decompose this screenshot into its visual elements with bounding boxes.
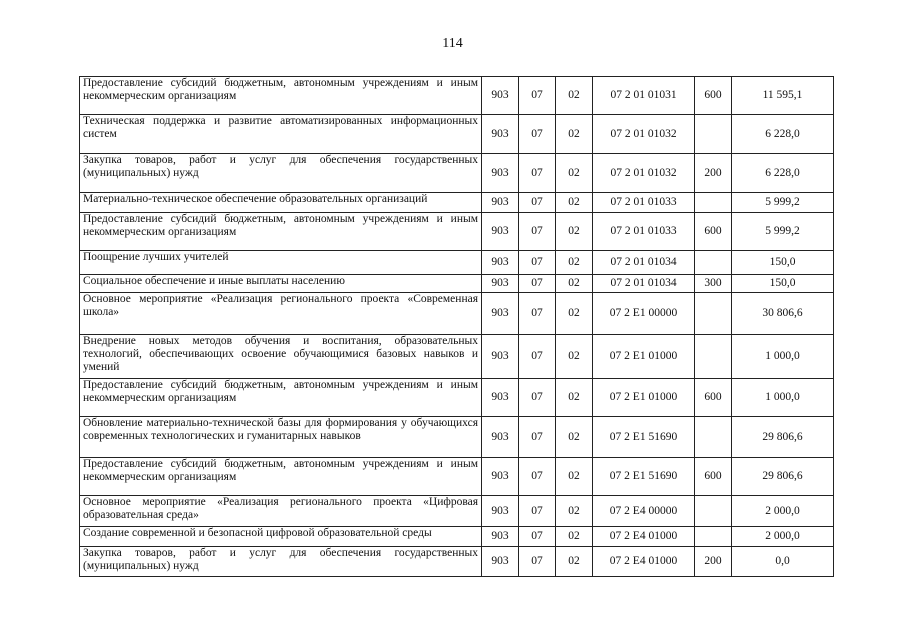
table-row [80, 335, 834, 379]
subsection-code: 02 [556, 293, 593, 335]
budget-table-body [80, 77, 834, 577]
target-article-code: 07 2 E1 01000 [593, 335, 695, 379]
section-code: 07 [519, 154, 556, 193]
target-article-code: 07 2 E4 00000 [593, 496, 695, 527]
table-row [80, 379, 834, 417]
section-code: 07 [519, 77, 556, 115]
expense-type-code: 600 [695, 77, 732, 115]
table-row [80, 115, 834, 154]
ministry-code: 903 [482, 154, 519, 193]
section-code: 07 [519, 193, 556, 213]
section-code: 07 [519, 335, 556, 379]
subsection-code: 02 [556, 417, 593, 458]
amount-value: 1 000,0 [732, 335, 834, 379]
ministry-code: 903 [482, 417, 519, 458]
expense-type-code [695, 417, 732, 458]
table-row [80, 496, 834, 527]
section-code: 07 [519, 547, 556, 577]
amount-value: 1 000,0 [732, 379, 834, 417]
amount-value: 6 228,0 [732, 115, 834, 154]
section-code: 07 [519, 115, 556, 154]
expense-type-code [695, 335, 732, 379]
row-description: Предоставление субсидий бюджетным, автономным учреждениям и иным некоммерческим организациям [80, 77, 482, 115]
target-article-code: 07 2 E1 00000 [593, 293, 695, 335]
subsection-code: 02 [556, 251, 593, 275]
expense-type-code [695, 193, 732, 213]
amount-value: 150,0 [732, 275, 834, 293]
section-code: 07 [519, 458, 556, 496]
table-row [80, 527, 834, 547]
ministry-code: 903 [482, 547, 519, 577]
table-row [80, 154, 834, 193]
section-code: 07 [519, 496, 556, 527]
expense-type-code: 600 [695, 213, 732, 251]
expense-type-code: 200 [695, 154, 732, 193]
row-description: Обновление материально-технической базы для формирования у обучающихся современных технологических и гуманитарных навыков [80, 417, 482, 458]
table-row [80, 293, 834, 335]
expense-type-code [695, 496, 732, 527]
subsection-code: 02 [556, 335, 593, 379]
subsection-code: 02 [556, 154, 593, 193]
row-description: Предоставление субсидий бюджетным, автономным учреждениям и иным некоммерческим организациям [80, 458, 482, 496]
table-row [80, 458, 834, 496]
subsection-code: 02 [556, 213, 593, 251]
row-description: Создание современной и безопасной цифровой образовательной среды [80, 527, 482, 547]
target-article-code: 07 2 E1 01000 [593, 379, 695, 417]
expense-type-code [695, 115, 732, 154]
table-row [80, 251, 834, 275]
section-code: 07 [519, 293, 556, 335]
amount-value: 11 595,1 [732, 77, 834, 115]
subsection-code: 02 [556, 275, 593, 293]
ministry-code: 903 [482, 379, 519, 417]
section-code: 07 [519, 417, 556, 458]
target-article-code: 07 2 01 01032 [593, 154, 695, 193]
section-code: 07 [519, 379, 556, 417]
ministry-code: 903 [482, 335, 519, 379]
amount-value: 6 228,0 [732, 154, 834, 193]
row-description: Внедрение новых методов обучения и воспитания, образовательных технологий, обеспечивающих освоение обучающимися базовых навыков и умений [80, 335, 482, 379]
row-description: Поощрение лучших учителей [80, 251, 482, 275]
target-article-code: 07 2 01 01033 [593, 193, 695, 213]
subsection-code: 02 [556, 527, 593, 547]
subsection-code: 02 [556, 496, 593, 527]
section-code: 07 [519, 251, 556, 275]
table-row [80, 547, 834, 577]
row-description: Предоставление субсидий бюджетным, автономным учреждениям и иным некоммерческим организациям [80, 213, 482, 251]
section-code: 07 [519, 527, 556, 547]
row-description: Техническая поддержка и развитие автоматизированных информационных систем [80, 115, 482, 154]
amount-value: 29 806,6 [732, 417, 834, 458]
target-article-code: 07 2 01 01034 [593, 275, 695, 293]
target-article-code: 07 2 01 01034 [593, 251, 695, 275]
amount-value: 150,0 [732, 251, 834, 275]
ministry-code: 903 [482, 77, 519, 115]
expense-type-code [695, 527, 732, 547]
subsection-code: 02 [556, 77, 593, 115]
ministry-code: 903 [482, 293, 519, 335]
ministry-code: 903 [482, 527, 519, 547]
row-description: Социальное обеспечение и иные выплаты населению [80, 275, 482, 293]
amount-value: 5 999,2 [732, 213, 834, 251]
row-description: Предоставление субсидий бюджетным, автономным учреждениям и иным некоммерческим организациям [80, 379, 482, 417]
row-description: Закупка товаров, работ и услуг для обеспечения государственных (муниципальных) нужд [80, 547, 482, 577]
row-description: Основное мероприятие «Реализация регионального проекта «Цифровая образовательная среда» [80, 496, 482, 527]
budget-table [79, 76, 834, 577]
target-article-code: 07 2 E1 51690 [593, 417, 695, 458]
target-article-code: 07 2 01 01031 [593, 77, 695, 115]
subsection-code: 02 [556, 115, 593, 154]
target-article-code: 07 2 E1 51690 [593, 458, 695, 496]
target-article-code: 07 2 E4 01000 [593, 547, 695, 577]
target-article-code: 07 2 01 01032 [593, 115, 695, 154]
expense-type-code: 600 [695, 379, 732, 417]
expense-type-code [695, 251, 732, 275]
subsection-code: 02 [556, 379, 593, 417]
row-description: Основное мероприятие «Реализация регионального проекта «Современная школа» [80, 293, 482, 335]
table-row [80, 193, 834, 213]
amount-value: 30 806,6 [732, 293, 834, 335]
section-code: 07 [519, 275, 556, 293]
ministry-code: 903 [482, 213, 519, 251]
expense-type-code: 600 [695, 458, 732, 496]
row-description: Закупка товаров, работ и услуг для обеспечения государственных (муниципальных) нужд [80, 154, 482, 193]
subsection-code: 02 [556, 193, 593, 213]
ministry-code: 903 [482, 496, 519, 527]
table-row [80, 213, 834, 251]
amount-value: 2 000,0 [732, 496, 834, 527]
target-article-code: 07 2 01 01033 [593, 213, 695, 251]
expense-type-code [695, 293, 732, 335]
ministry-code: 903 [482, 458, 519, 496]
ministry-code: 903 [482, 193, 519, 213]
ministry-code: 903 [482, 115, 519, 154]
ministry-code: 903 [482, 251, 519, 275]
table-row [80, 77, 834, 115]
expense-type-code: 200 [695, 547, 732, 577]
row-description: Материально-техническое обеспечение образовательных организаций [80, 193, 482, 213]
amount-value: 0,0 [732, 547, 834, 577]
page-number: 114 [442, 36, 463, 51]
subsection-code: 02 [556, 458, 593, 496]
table-row [80, 275, 834, 293]
amount-value: 5 999,2 [732, 193, 834, 213]
target-article-code: 07 2 E4 01000 [593, 527, 695, 547]
amount-value: 29 806,6 [732, 458, 834, 496]
subsection-code: 02 [556, 547, 593, 577]
section-code: 07 [519, 213, 556, 251]
expense-type-code: 300 [695, 275, 732, 293]
table-row [80, 417, 834, 458]
amount-value: 2 000,0 [732, 527, 834, 547]
ministry-code: 903 [482, 275, 519, 293]
